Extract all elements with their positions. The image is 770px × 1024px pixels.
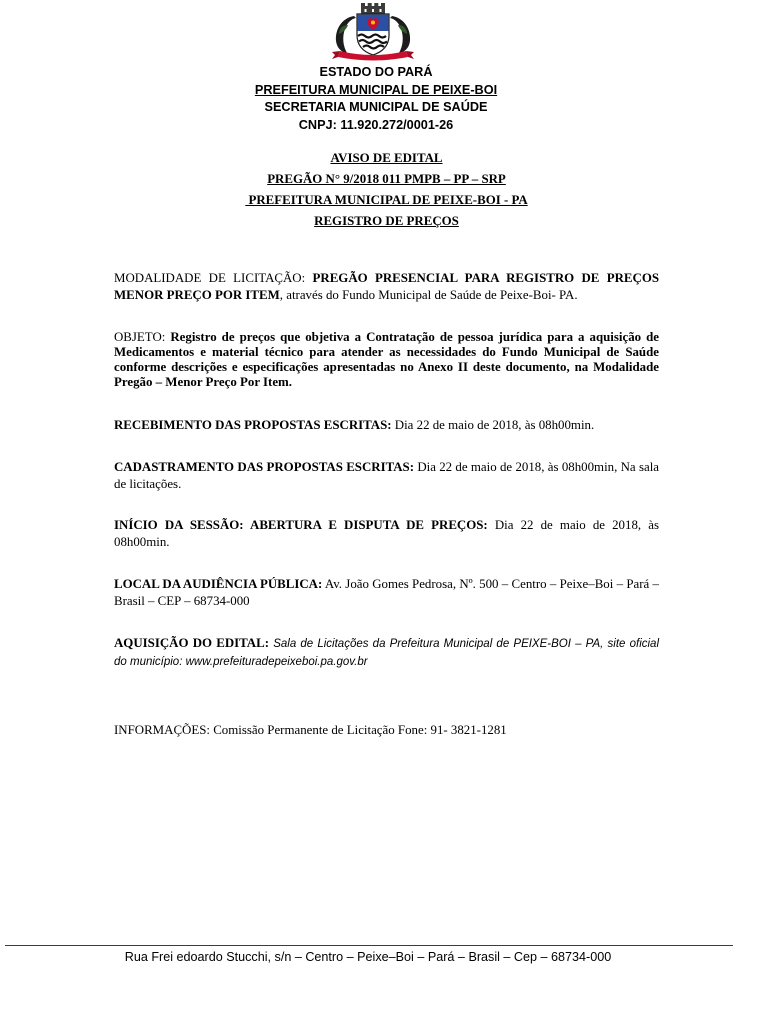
coat-of-arms-icon [328,1,418,63]
proposals-registration-value: Dia 22 de maio de 2018, às 08h00min, Na sala de licitações. [114,460,659,491]
notice-acquisition-value: Sala de Licitações da Prefeitura Municipal de PEIXE-BOI – PA, site oficial do município: [114,638,659,668]
footer-address: Rua Frei edoardo Stucchi, s/n – Centro – Peixe–Boi – Pará – Brasil – Cep – 68734-000 [124,950,612,964]
crown-merlon [368,3,372,7]
left-branch-shape [336,16,356,53]
secretariat-name: SECRETARIA MUNICIPAL DE SAÚDE [264,100,488,114]
footer-divider [5,945,733,946]
right-branch-shape [390,16,410,53]
information-paragraph: INFORMAÇÕES: Comissão Permanente de Licitação Fone: 91- 3821-1281 [114,723,507,737]
session-start-paragraph [114,517,659,550]
object-label: OBJETO: [114,330,171,344]
sun-emblem [371,21,375,25]
hearing-location-paragraph [114,576,659,609]
hearing-location-label: LOCAL DA AUDIÊNCIA PÚBLICA: [114,577,323,591]
proposals-receipt-value: Dia 22 de maio de 2018, às 08h00min. [391,418,595,432]
registry-heading: REGISTRO DE PREÇOS [314,214,459,228]
session-start-label: INÍCIO DA SESSÃO: ABERTURA E DISPUTA DE PREÇOS: [114,518,488,532]
object-value: Registro de preços que objetiva a Contratação de pessoa jurídica para a aquisição de Medicamentos e material técnico para atender as necessidades do Fundo Municipal de Saúde conforme descrições e especificações apresentadas no Anexo II deste documento, na Modalidade Pregão – Menor Preço Por Item. [114,330,659,389]
crown-window [380,9,382,12]
object-paragraph [114,330,659,390]
hearing-location-value: Av. João Gomes Pedrosa, Nº. 500 – Centro – Peixe–Boi – Pará – Brasil – CEP – 68734-000 [114,577,659,608]
crown-window [365,9,367,12]
modality-value: PREGÃO PRESENCIAL PARA REGISTRO DE PREÇOS MENOR PREÇO POR ITEM [114,271,660,302]
proposals-registration-label: CADASTRAMENTO DAS PROPOSTAS ESCRITAS: [114,460,415,474]
proposals-receipt-paragraph [114,417,659,434]
notice-acquisition-label: AQUISIÇÃO DO EDITAL: [114,636,270,650]
bid-number: PREGÃO N° 9/2018 011 PMPB – PP – SRP [267,172,506,186]
session-start-value: Dia 22 de maio de 2018, às 08h00min. [114,518,659,549]
state-name: ESTADO DO PARÁ [319,65,433,79]
crown-merlon [381,3,385,7]
modality-label: MODALIDADE DE LICITAÇÃO: [114,271,313,285]
proposals-receipt-label: RECEBIMENTO DAS PROPOSTAS ESCRITAS: [114,418,392,432]
cnpj-number: CNPJ: 11.920.272/0001-26 [298,118,454,132]
modality-paragraph [114,270,659,303]
issuing-entity: PREFEITURA MUNICIPAL DE PEIXE-BOI - PA [245,193,528,207]
crown-merlon [361,3,365,7]
proposals-registration-paragraph [114,459,659,492]
notice-title: AVISO DE EDITAL [330,151,443,165]
notice-acquisition-paragraph [114,635,659,670]
crown-window [372,9,374,12]
website-url: www.prefeituradepeixeboi.pa.gov.br [185,655,368,668]
prefecture-name: PREFEITURA MUNICIPAL DE PEIXE-BOI [254,83,498,97]
crown-merlon [374,3,378,7]
modality-detail: , através do Fundo Municipal de Saúde de Peixe-Boi- PA. [279,287,578,302]
